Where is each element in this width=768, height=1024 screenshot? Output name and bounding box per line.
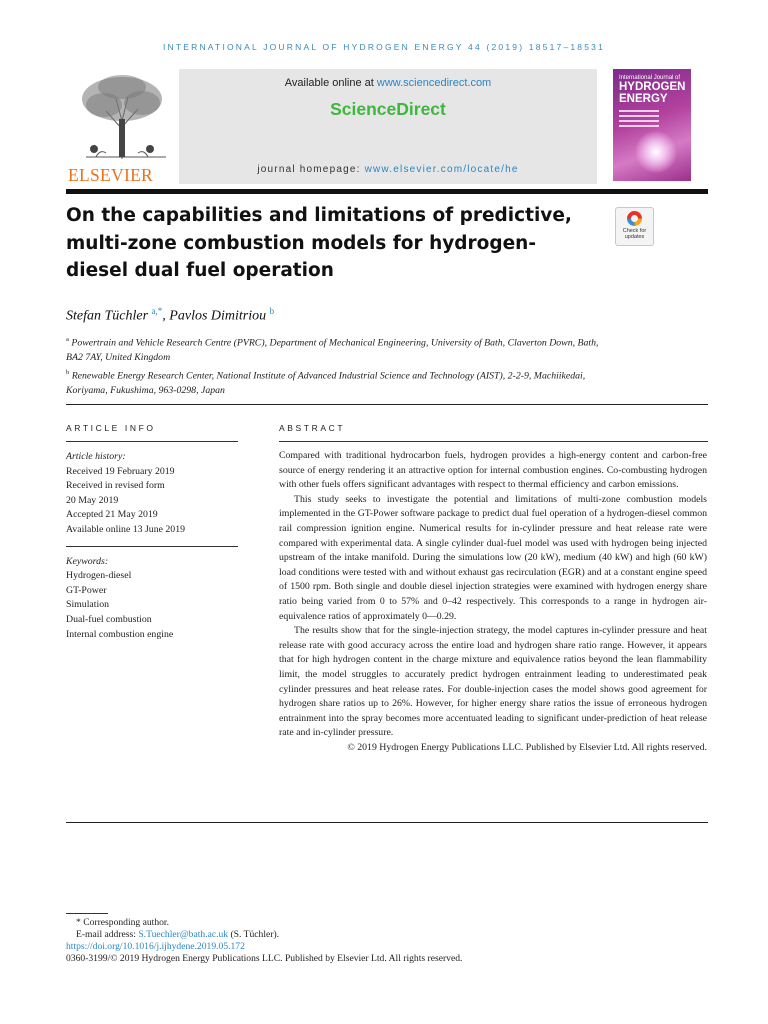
journal-homepage: journal homepage: www.elsevier.com/locate/he xyxy=(257,164,519,175)
affiliation-item: $^a$ Powertrain and Vehicle Research Centre (PVRC), Department of Mechanical Engineering, University of Bath, Claverton Down, Bath, BA2 7AY, United Kingdom xyxy=(66,336,599,363)
cover-title-1: HYDROGEN xyxy=(619,81,686,93)
keyword-item: Simulation xyxy=(66,599,110,611)
keywords-rule xyxy=(66,546,238,547)
keywords-label: Keywords: xyxy=(66,555,109,567)
cover-glow xyxy=(635,131,677,173)
abstract-paragraph: Compared with traditional hydrocarbon fuels, hydrogen provides a high-energy content and carbon-free source of energy rendering it an attractive option for internal combustion engines. Co-combusting hydrogen with other fuels offers significant advantages with respect to thermal efficiency and carbon emissions. xyxy=(279,450,707,491)
footnotes xyxy=(66,917,462,965)
issn-copyright: 0360-3199/© 2019 Hydrogen Energy Publications LLC. Published by Elsevier Ltd. All rights reserved. xyxy=(66,953,463,964)
journal-citation: INTERNATIONAL JOURNAL OF HYDROGEN ENERGY 44 (2019) 18517–18531 xyxy=(162,42,606,52)
author-affiliation-marker[interactable]: a,* xyxy=(151,306,163,316)
abstract-heading: ABSTRACT xyxy=(279,423,346,433)
journal-homepage-link[interactable]: www.elsevier.com/locate/he xyxy=(364,164,519,175)
history-item: Received 19 February 2019 xyxy=(66,465,175,477)
abstract-paragraph: This study seeks to investigate the potential and limitations of multi-zone combustion models implemented in the GT-Power software package to predict dual fuel operation of a hydrogen-diesel common rail compression ignition engine. Numerical results for in-cylinder pressure and heat release rate were compared with experimental data. A single cylinder dual-fuel model was used with hydrogen being injected upstream of the intake manifold. During the simulations low (20 kW), medium (40 kW) and high (60 kW) load conditions were tested with and without exhaust gas recirculation (EGR) and at a constant engine speed of 1500 rpm. Both single and double diesel injection strategies were examined with hydrogen energy share ratio being varied from 0 to 57% and 0–42 respectively. This corresponds to a range in hydrogen air-equivalence ratios of approximately 0—0.29. xyxy=(279,493,707,622)
keyword-item: Hydrogen-diesel xyxy=(66,570,132,582)
sciencedirect-logo[interactable]: ScienceDirect xyxy=(330,99,446,119)
keyword-item: Internal combustion engine xyxy=(66,628,174,640)
affiliations xyxy=(66,333,606,399)
article-info-rule xyxy=(66,441,238,442)
email-link[interactable]: S.Tuechler@bath.ac.uk xyxy=(138,929,229,940)
article-title: On the capabilities and limitations of predictive, multi-zone combustion models for hydrogen-diesel dual fuel operation xyxy=(66,205,572,281)
abstract-rule xyxy=(279,441,708,442)
check-for-updates-button[interactable] xyxy=(615,207,654,246)
elsevier-tree-icon xyxy=(66,69,178,164)
author-affiliation-marker[interactable]: b xyxy=(269,306,275,316)
section-divider xyxy=(66,404,708,405)
elsevier-wordmark: ELSEVIER xyxy=(68,165,154,185)
cover-subtitle: International Journal of xyxy=(619,75,681,81)
abstract-paragraph: The results show that for the single-injection strategy, the model captures in-cylinder pressure and heat release rate with good accuracy across the entire load and hydrogen share ratio range. However, it appears that for high hydrogen content in the charge mixture and equivalence ratios beyond the lean flammability limit, the model struggles to accurately predict hydrogen entrainment leading to underestimated peak cylinder pressures and heat release rates. For double-injection cases the model shows good agreement for hydrogen share ratios up to 26%. However, for higher energy share ratios the issue of erroneous hydrogen entrainment into the spray becomes more accentuated leading to significant under-prediction of heat release rate and in-cylinder pressure. xyxy=(279,625,707,739)
author-list: Stefan Tüchler $^{a,*}$, Pavlos Dimitriou $^b$ xyxy=(66,306,275,324)
cover-title-2: ENERGY xyxy=(619,93,668,105)
header-divider xyxy=(66,189,708,194)
history-item: 20 May 2019 xyxy=(66,494,119,506)
author-name[interactable]: Pavlos Dimitriou xyxy=(169,308,267,324)
history-item: Available online 13 June 2019 xyxy=(66,523,185,535)
author-name[interactable]: Stefan Tüchler xyxy=(66,308,149,324)
abstract-bottom-divider xyxy=(66,822,708,823)
sciencedirect-panel xyxy=(179,69,597,184)
elsevier-logo[interactable] xyxy=(66,69,178,184)
check-updates-icon xyxy=(627,211,642,226)
corresponding-author-note: * Corresponding author. xyxy=(76,917,169,928)
abstract-copyright: © 2019 Hydrogen Energy Publications LLC. Published by Elsevier Ltd. All rights reserved. xyxy=(347,741,707,753)
available-online: Available online at www.sciencedirect.com xyxy=(284,77,492,89)
history-item: Accepted 21 May 2019 xyxy=(66,509,158,521)
sciencedirect-link[interactable]: www.sciencedirect.com xyxy=(376,77,492,89)
affiliation-item: $^b$ Renewable Energy Research Center, National Institute of Advanced Industrial Science and Technology (AIST), 2-2-9, Machiikedai, Koriyama, Fukushima, 963-0298, Japan xyxy=(66,368,586,396)
journal-cover-image[interactable] xyxy=(613,69,691,181)
article-info-panel xyxy=(66,441,238,642)
article-history-label: Article history: xyxy=(66,451,126,462)
history-item: Received in revised form xyxy=(66,480,165,492)
article-info-heading: ARTICLE INFO xyxy=(66,423,156,433)
abstract-body xyxy=(279,449,707,755)
keyword-item: Dual-fuel combustion xyxy=(66,613,152,625)
journal-header xyxy=(66,69,708,184)
cover-decoration xyxy=(619,110,691,127)
email-note: E-mail address: S.Tuechler@bath.ac.uk (S. Tüchler). xyxy=(76,929,280,940)
keyword-item: GT-Power xyxy=(66,584,107,596)
check-updates-label: Check for updates xyxy=(622,228,647,240)
doi-link[interactable]: https://doi.org/10.1016/j.ijhydene.2019.05.172 xyxy=(66,941,245,952)
footnote-divider xyxy=(66,913,108,914)
